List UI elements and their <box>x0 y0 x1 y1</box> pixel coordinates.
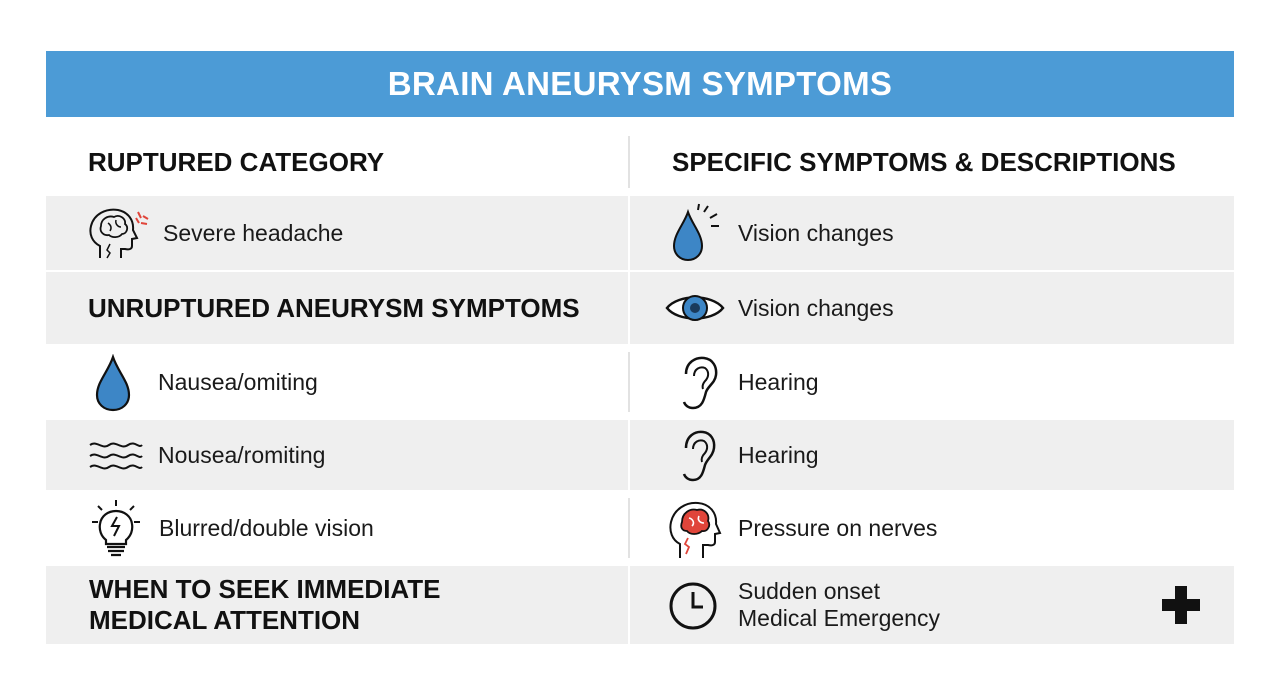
table-cell <box>46 566 628 644</box>
table-cell <box>628 272 1234 344</box>
ear-icon <box>676 354 720 412</box>
page-title: BRAIN ANEURYSM SYMPTOMS <box>387 65 893 102</box>
table-row <box>46 420 1234 490</box>
table-row <box>46 566 1234 644</box>
right-column-header <box>628 130 1234 194</box>
symptom-label: Vision changes <box>738 219 894 246</box>
table-cell <box>46 346 628 418</box>
table-row <box>46 196 1234 270</box>
plus-icon <box>1160 584 1202 626</box>
seek-attention-heading-line1: WHEN TO SEEK IMMEDIATE <box>89 574 441 604</box>
unruptured-heading: UNRUPTURED ANEURYSM SYMPTOMS <box>88 292 580 323</box>
head-pain-icon <box>86 206 152 262</box>
waves-icon <box>88 440 144 472</box>
symptom-label: Nousea/romiting <box>158 441 326 468</box>
head-nerve-icon <box>666 498 726 560</box>
symptom-label: Blurred/double vision <box>159 514 374 541</box>
header-row <box>46 130 1234 194</box>
left-header-text: RUPTURED CATEGORY <box>88 146 385 177</box>
ear-icon <box>678 428 718 484</box>
symptom-label: Hearing <box>738 441 819 468</box>
symptom-label: Vision changes <box>738 294 894 321</box>
table-row <box>46 492 1234 564</box>
table-cell <box>628 566 1234 644</box>
table-row <box>46 272 1234 344</box>
table-cell <box>46 272 628 344</box>
table-cell <box>628 420 1234 490</box>
right-header-text: SPECIFIC SYMPTOMS & DESCRIPTIONS <box>672 146 1176 177</box>
table-cell <box>46 420 628 490</box>
table-row <box>46 346 1234 418</box>
lightbulb-icon <box>88 498 144 558</box>
table-cell <box>628 492 1234 564</box>
table-cell <box>46 196 628 270</box>
symptom-label-line1: Sudden onset <box>738 578 880 604</box>
symptom-label-line2: Medical Emergency <box>738 605 940 631</box>
symptom-label: Pressure on nerves <box>738 514 938 541</box>
title-banner <box>46 51 1234 117</box>
eye-icon <box>664 290 726 326</box>
droplet-icon <box>668 202 724 264</box>
seek-attention-heading-line2: MEDICAL ATTENTION <box>89 605 361 635</box>
symptom-label: Nausea/omiting <box>158 368 318 395</box>
droplet-icon <box>94 354 134 412</box>
symptom-label: Severe headache <box>163 219 344 246</box>
clock-icon <box>668 581 718 631</box>
table-cell <box>628 346 1234 418</box>
left-column-header <box>46 130 628 194</box>
symptom-label: Hearing <box>738 368 819 395</box>
table-cell <box>46 492 628 564</box>
table-cell <box>628 196 1234 270</box>
